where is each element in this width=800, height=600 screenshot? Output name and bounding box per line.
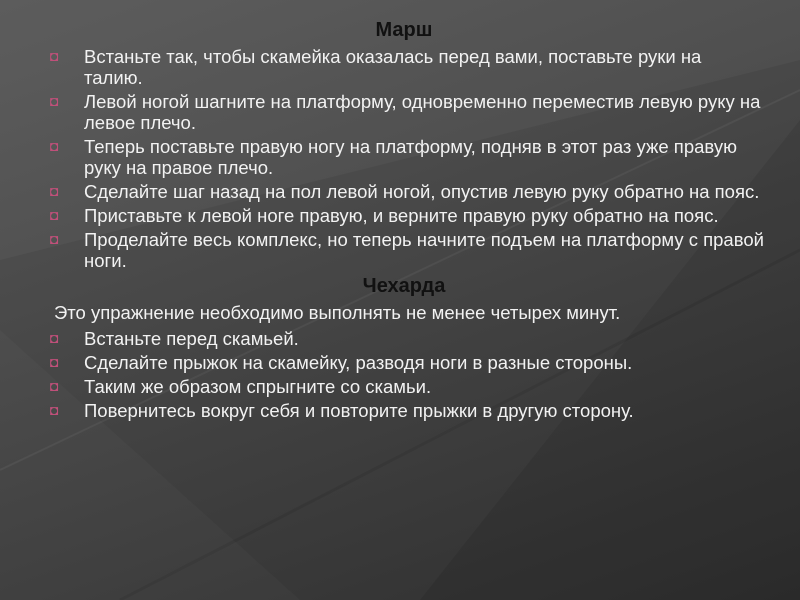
marsh-steps-list xyxy=(44,46,764,271)
section-title-marsh: Марш xyxy=(375,19,433,41)
list-item-text: Повернитесь вокруг себя и повторите прыжки в другую сторону. xyxy=(84,400,634,421)
bullet-icon: ◘ xyxy=(50,378,59,394)
list-item-text: Сделайте прыжок на скамейку, разводя ноги в разные стороны. xyxy=(84,352,633,373)
list-item xyxy=(44,328,764,349)
bullet-icon: ◘ xyxy=(50,48,59,64)
list-item xyxy=(44,376,764,397)
list-item-text: Теперь поставьте правую ногу на платформу, подняв в этот раз уже правую руку на правое плечо. xyxy=(84,136,737,178)
bullet-icon: ◘ xyxy=(50,183,59,199)
section-title-chekharda: Чехарда xyxy=(362,275,446,297)
list-item xyxy=(44,91,764,133)
list-item-text: Сделайте шаг назад на пол левой ногой, опустив левую руку обратно на пояс. xyxy=(84,181,760,202)
slide-content xyxy=(44,16,764,424)
list-item xyxy=(44,205,764,226)
list-item xyxy=(44,400,764,421)
list-item-text: Встаньте так, чтобы скамейка оказалась перед вами, поставьте руки на талию. xyxy=(84,46,702,88)
list-item xyxy=(44,46,764,88)
list-item xyxy=(44,181,764,202)
list-item-text: Приставьте к левой ноге правую, и верните правую руку обратно на пояс. xyxy=(84,205,719,226)
bullet-icon: ◘ xyxy=(50,354,59,370)
list-item-text: Проделайте весь комплекс, но теперь начните подъем на платформу с правой ноги. xyxy=(84,229,764,271)
bullet-icon: ◘ xyxy=(50,402,59,418)
bullet-icon: ◘ xyxy=(50,231,59,247)
bullet-icon: ◘ xyxy=(50,138,59,154)
list-item-text: Левой ногой шагните на платформу, одновременно переместив левую руку на левое плечо. xyxy=(84,91,761,133)
list-item-text: Таким же образом спрыгните со скамьи. xyxy=(84,376,432,397)
list-item xyxy=(44,352,764,373)
chekharda-steps-list xyxy=(44,328,764,421)
list-item-text: Встаньте перед скамьей. xyxy=(84,328,299,349)
list-item xyxy=(44,136,764,178)
bullet-icon: ◘ xyxy=(50,207,59,223)
section-intro: Это упражнение необходимо выполнять не менее четырех минут. xyxy=(54,302,621,323)
bullet-icon: ◘ xyxy=(50,93,59,109)
bullet-icon: ◘ xyxy=(50,330,59,346)
list-item xyxy=(44,229,764,271)
